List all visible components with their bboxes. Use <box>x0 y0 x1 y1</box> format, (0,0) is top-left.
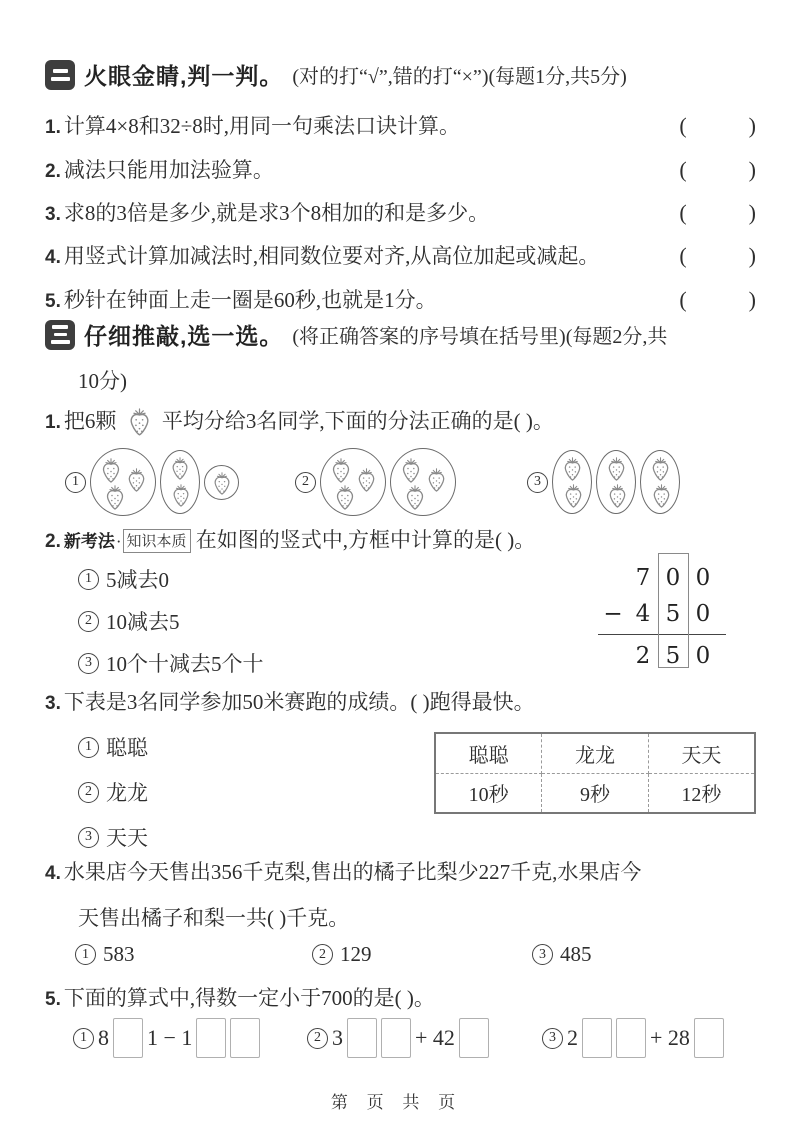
question-number: 1. <box>45 412 61 433</box>
q1-option-row <box>45 440 758 524</box>
blank-digit-box[interactable] <box>582 1018 612 1058</box>
q4-option-1[interactable] <box>75 942 135 967</box>
strawberry-icon <box>99 457 123 484</box>
option-label: 5减去0 <box>106 568 169 592</box>
q3-option-1[interactable] <box>78 732 148 762</box>
choice-question-1 <box>45 405 758 437</box>
badge-separator: · <box>115 532 122 551</box>
q3-option-2[interactable] <box>78 777 148 807</box>
blank-digit-box[interactable] <box>113 1018 143 1058</box>
option-label: 天天 <box>106 826 148 850</box>
question-number: 5. <box>45 291 61 312</box>
expr-operator-text: + 42 <box>415 1025 455 1050</box>
minuend-row: 7 0 0 <box>635 565 711 591</box>
strawberry-icon <box>425 467 448 493</box>
blank-digit-box[interactable] <box>196 1018 226 1058</box>
option-marker: 3 <box>542 1028 563 1049</box>
option-marker: 1 <box>78 569 99 590</box>
judge-question-text: 2. 减法只能用加法验算。 <box>45 158 274 182</box>
fruit-group-of-2 <box>596 450 636 514</box>
knowledge-essence-badge: 知识本质 <box>123 529 191 553</box>
highlight-column-box <box>658 553 689 668</box>
q5-option-1[interactable] <box>73 1015 260 1061</box>
option-marker: 1 <box>73 1028 94 1049</box>
table-header-cell: 天天 <box>648 733 755 773</box>
q3-option-3[interactable] <box>78 822 148 852</box>
option-marker: 3 <box>527 472 548 493</box>
question-number: 3. <box>45 204 61 225</box>
q4-option-row <box>45 942 758 972</box>
option-marker: 1 <box>75 944 96 965</box>
judge-question-text: 1. 计算4×8和32÷8时,用同一句乘法口诀计算。 <box>45 114 460 138</box>
blank-digit-box[interactable] <box>230 1018 260 1058</box>
strawberry-icon <box>329 457 353 484</box>
option-marker: 1 <box>78 737 99 758</box>
q2-text: 在如图的竖式中,方框中计算的是( )。 <box>195 528 536 552</box>
option-marker: 2 <box>78 611 99 632</box>
table-value-row <box>435 773 755 813</box>
strawberry-icon <box>126 407 153 437</box>
strawberry-icon <box>399 457 423 484</box>
question-number: 2. <box>45 161 61 182</box>
option-marker: 3 <box>78 653 99 674</box>
q4-text-line2: 天售出橘子和梨一共( )千克。 <box>78 906 350 930</box>
q4-option-3[interactable] <box>532 942 592 967</box>
section-two-icon <box>45 60 75 90</box>
question-number: 4. <box>45 247 61 268</box>
question-number: 4. <box>45 863 61 884</box>
strawberry-icon <box>606 483 629 509</box>
fruit-group-of-3 <box>90 448 156 516</box>
strawberry-icon <box>170 483 192 508</box>
fruit-group-of-2 <box>640 450 680 514</box>
expr-operator-text: + 28 <box>650 1025 690 1050</box>
judge-section-note: (对的打“√”,错的打“×”)(每题1分,共5分) <box>292 66 627 88</box>
q3-text: 下表是3名同学参加50米赛跑的成绩。( )跑得最快。 <box>63 690 535 714</box>
strawberry-icon <box>125 467 148 493</box>
expr-digit: 2 <box>567 1025 578 1050</box>
q5-option-3[interactable] <box>542 1015 724 1061</box>
choice-question-4 <box>45 856 758 886</box>
strawberry-icon <box>650 483 673 509</box>
question-number: 3. <box>45 693 61 714</box>
q5-expression-row <box>45 1015 758 1063</box>
choice-question-5 <box>45 982 758 1012</box>
minus-sign: − <box>603 601 623 627</box>
option-label: 485 <box>560 942 592 966</box>
option-marker: 2 <box>307 1028 328 1049</box>
strawberry-icon <box>562 483 585 509</box>
answer-paren[interactable]: ( ) <box>679 200 758 225</box>
option-marker: 2 <box>312 944 333 965</box>
vertical-subtraction-form <box>598 560 726 674</box>
option-label: 10减去5 <box>106 610 180 634</box>
race-results-table <box>434 732 756 814</box>
strawberry-icon <box>211 471 233 496</box>
page-footer: 第 页 共 页 <box>330 1093 463 1112</box>
expr-digit: 8 <box>98 1025 109 1050</box>
blank-digit-box[interactable] <box>381 1018 411 1058</box>
table-value-cell: 12秒 <box>648 773 755 813</box>
strawberry-icon <box>169 456 191 481</box>
q1-text-after: 平均分给3名同学,下面的分法正确的是( )。 <box>161 409 554 433</box>
judge-question-text: 4. 用竖式计算加减法时,相同数位要对齐,从高位加起或减起。 <box>45 244 600 268</box>
option-marker: 1 <box>65 472 86 493</box>
choice-section-title: 仔细推敲,选一选。 <box>84 323 284 349</box>
choice-section-header <box>45 318 758 351</box>
q1-text-before: 把6颗 <box>63 409 117 433</box>
expr-operator-text: 1 − 1 <box>147 1025 193 1050</box>
choice-question-2 <box>45 524 758 554</box>
question-number: 1. <box>45 117 61 138</box>
q2-option-3[interactable] <box>78 648 264 678</box>
blank-digit-box[interactable] <box>347 1018 377 1058</box>
table-header-row <box>435 733 755 773</box>
option-label: 10个十减去5个十 <box>106 652 264 676</box>
subtrahend-row: − 4 5 0 <box>598 596 726 632</box>
option-label: 龙龙 <box>106 781 148 805</box>
table-value-cell: 9秒 <box>542 773 649 813</box>
answer-paren[interactable]: ( ) <box>679 113 758 138</box>
fruit-group-of-1 <box>204 465 239 500</box>
choice-section-note: (将正确答案的序号填在括号里)(每题2分,共 <box>292 326 668 348</box>
judge-question-text: 5. 秒针在钟面上走一圈是60秒,也就是1分。 <box>45 288 437 312</box>
option-marker: 3 <box>78 827 99 848</box>
choice-question-3 <box>45 686 758 716</box>
blank-digit-box[interactable] <box>459 1018 489 1058</box>
question-number: 5. <box>45 989 61 1010</box>
q2-option-2[interactable] <box>78 606 180 636</box>
section-three-icon <box>45 320 75 350</box>
question-number: 2. <box>45 531 61 552</box>
strawberry-icon <box>605 456 628 482</box>
q5-text: 下面的算式中,得数一定小于700的是( )。 <box>63 986 435 1010</box>
judge-question-2 <box>45 154 758 184</box>
expr-digit: 3 <box>332 1025 343 1050</box>
table-header-cell: 聪聪 <box>435 733 542 773</box>
q2-option-1[interactable] <box>78 564 169 594</box>
option-marker: 2 <box>78 782 99 803</box>
strawberry-icon <box>649 456 672 482</box>
q1-option-3[interactable] <box>527 440 680 524</box>
blank-digit-box[interactable] <box>616 1018 646 1058</box>
blank-digit-box[interactable] <box>694 1018 724 1058</box>
option-label: 聪聪 <box>106 736 148 760</box>
fruit-group-of-3 <box>390 448 456 516</box>
q4-text-line1: 水果店今天售出356千克梨,售出的橘子比梨少227千克,水果店今 <box>63 860 642 884</box>
fruit-group-of-2 <box>552 450 592 514</box>
judge-question-1 <box>45 110 758 140</box>
option-label: 129 <box>340 942 372 966</box>
option-label: 583 <box>103 942 135 966</box>
judge-question-4 <box>45 240 758 270</box>
judge-section-header <box>45 58 758 91</box>
choice-section-note-line2: 10分) <box>78 369 127 393</box>
answer-paren[interactable]: ( ) <box>679 243 758 268</box>
fruit-group-of-3 <box>320 448 386 516</box>
strawberry-icon <box>355 467 378 493</box>
q4-option-2[interactable] <box>312 942 372 967</box>
table-value-cell: 10秒 <box>435 773 542 813</box>
fruit-group-of-2 <box>160 450 200 514</box>
difference-row: 2 5 0 <box>635 643 711 669</box>
option-marker: 3 <box>532 944 553 965</box>
q1-option-1[interactable] <box>65 440 239 524</box>
strawberry-icon <box>403 484 427 511</box>
judge-question-3 <box>45 197 758 227</box>
answer-paren[interactable]: ( ) <box>679 157 758 182</box>
judge-section-title: 火眼金睛,判一判。 <box>84 63 284 89</box>
judge-question-text: 3. 求8的3倍是多少,就是求3个8相加的和是多少。 <box>45 201 490 225</box>
answer-paren[interactable]: ( ) <box>679 287 758 312</box>
strawberry-icon <box>333 484 357 511</box>
q5-option-2[interactable] <box>307 1015 489 1061</box>
q1-option-2[interactable] <box>295 440 456 524</box>
judge-question-5 <box>45 284 758 314</box>
new-method-badge: 新考法 <box>63 532 115 551</box>
strawberry-icon <box>103 484 127 511</box>
option-marker: 2 <box>295 472 316 493</box>
table-header-cell: 龙龙 <box>542 733 649 773</box>
strawberry-icon <box>561 456 584 482</box>
